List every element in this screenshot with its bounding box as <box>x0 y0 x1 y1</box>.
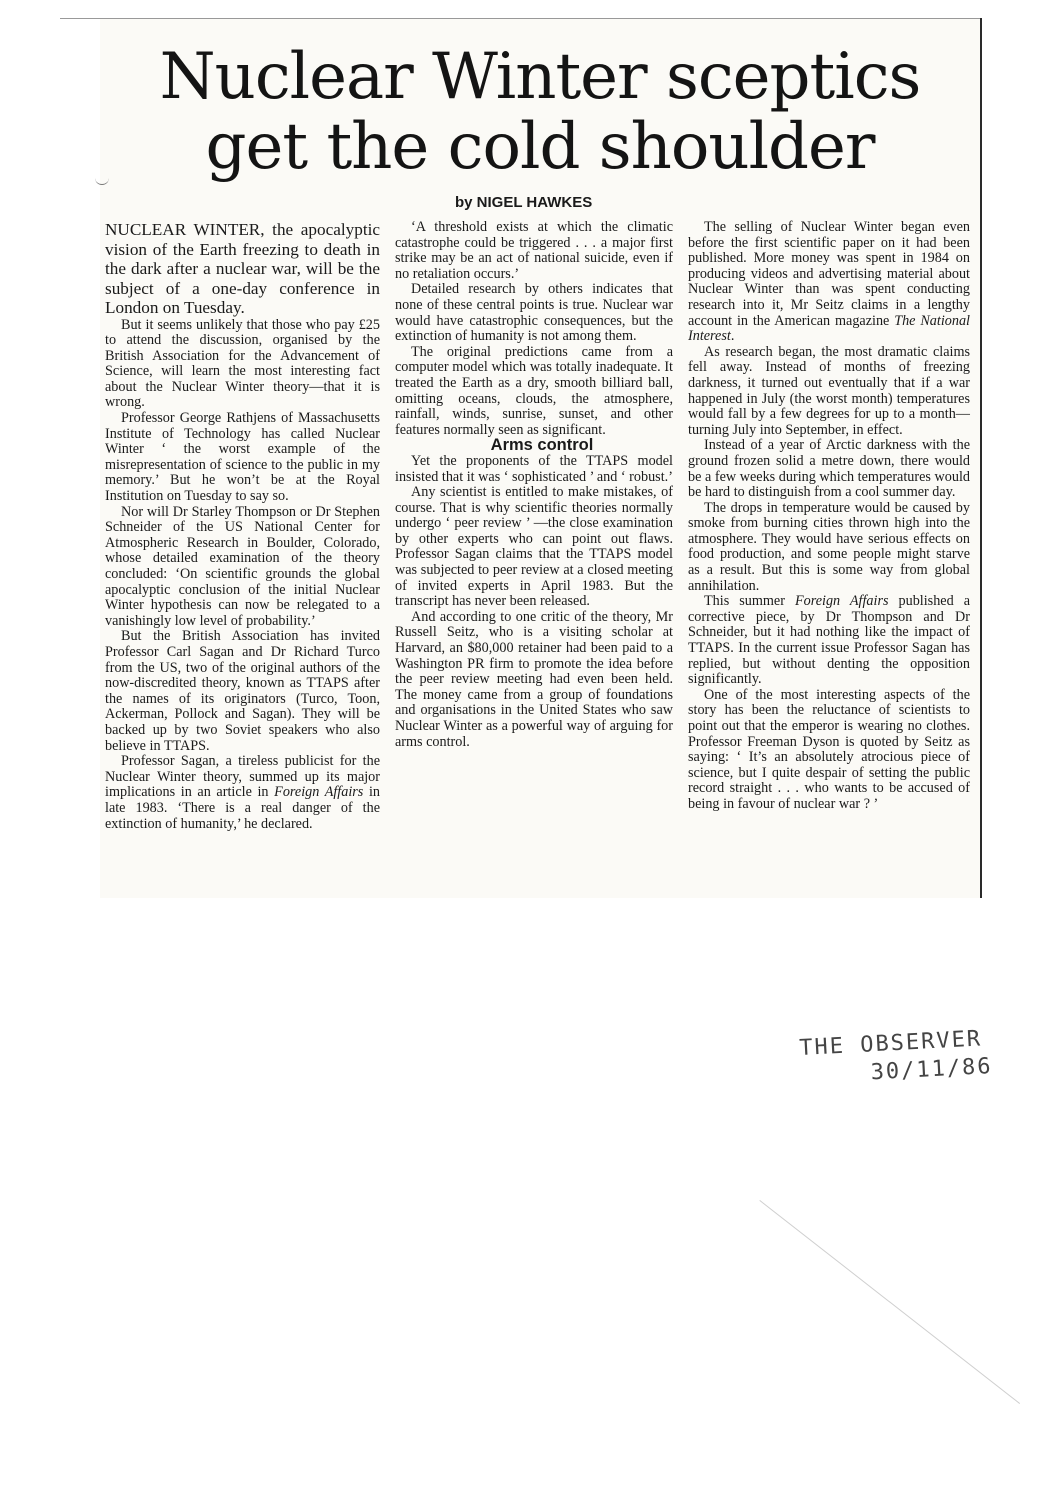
publication-name: The National Interest <box>688 312 970 345</box>
subheading: Arms control <box>490 436 594 455</box>
headline-line-2: get the cold shoulder <box>205 110 875 184</box>
margin-mark <box>95 170 109 185</box>
paragraph: But it seems unlikely that those who pay £25 to attend the discussion, organised by the British Association for the Advancement of Science, will learn the most interesting fact about the Nuclear Winter theory—that it is wrong. <box>105 316 380 411</box>
byline: by NIGEL HAWKES <box>455 194 593 211</box>
paragraph: Professor Sagan, a tireless publicist for the Nuclear Winter theory, summed up its major implications in an article in Foreign Affairs in late 1983. ‘There is a real danger of the extinction of humanity,’ he declared. <box>105 753 380 832</box>
handwritten-source: THE OBSERVER <box>798 1026 983 1062</box>
paragraph: The selling of Nuclear Winter began even before the first scientific paper on it had been published. More money was spent in 1984 on producing videos and advertising material about Nuclear Winter than was spent conducting research into it, Mr Seitz claims in a lengthy account in the American magazine The National Interest. <box>688 219 970 345</box>
paragraph: ‘A threshold exists at which the climatic catastrophe could be triggered . . . a major first strike may be an act of national suicide, even if no retaliation occurs.’ <box>395 219 673 282</box>
paragraph: But the British Association has invited Professor Carl Sagan and Dr Richard Turco from the US, two of the original authors of the now-discredited theory, known as TTAPS after the names of its originators (Turco, Toon, Ackerman, Pollock and Sagan). They will be backed up by two Soviet speakers who also believe in TTAPS. <box>105 628 380 754</box>
paragraph: One of the most interesting aspects of the story has been the reluctance of scientists to point out that the emperor is wearing no clothes. Professor Freeman Dyson is quoted by Seitz as saying: ‘ It’s an absolutely atrocious piece of science, but I quite despair of setting the public record straight . . . who wants to be accused of being in favour of nuclear war ? ’ <box>688 686 970 812</box>
column-3 <box>688 220 970 813</box>
headline-line-1: Nuclear Winter sceptics <box>159 40 921 114</box>
paragraph: Any scientist is entitled to make mistakes, of course. That is why scientific theories normally undergo ‘ peer review ’ —the close examination by other experts who can point out flaws. Professor Sagan claims that the TTAPS model was subjected to peer review at a closed meeting of invited experts in April 1983. But the transcript has never been released. <box>395 484 673 610</box>
headline <box>110 42 970 182</box>
handwritten-annotation <box>799 1025 994 1091</box>
paragraph: As research began, the most dramatic claims fell away. Instead of months of freezing darkness, it turned out eventually that if a war happened in July (the worst month) temperatures would fall by a few degrees for up to a month—turning July into September, in effect. <box>688 343 970 438</box>
paper-crease <box>759 1200 1020 1404</box>
paragraph: The original predictions came from a computer model which was totally inadequate. It treated the Earth as a dry, smooth billiard ball, omitting oceans, clouds, the atmosphere, rainfall, winds, sunrise, sunset, and other features normally seen as significant. <box>395 343 673 438</box>
paragraph: Instead of a year of Arctic darkness with the ground frozen solid a metre down, there would be a few weeks during which temperatures would be hard to distinguish from a cool summer day. <box>688 437 970 501</box>
paragraph: Nor will Dr Starley Thompson or Dr Stephen Schneider of the US National Center for Atmospheric Research in Boulder, Colorado, whose detailed examination of the theory concluded: ‘On scientific grounds the global apocalyptic conclusion of the initial Nuclear Winter hypothesis can now be relegated to a vanishingly low level of probability.’ <box>105 503 380 629</box>
column-2 <box>395 220 673 750</box>
column-1 <box>105 220 380 832</box>
paragraph: The drops in temperature would be caused by smoke from burning cities thrown high into the atmosphere. They would have serious effects on food production, and some people might starve as a result. But this is some way from global annihilation. <box>688 499 970 594</box>
paragraph: Detailed research by others indicates that none of these central points is true. Nuclear war would have catastrophic consequences, but the extinction of humanity is not among them. <box>395 281 673 345</box>
lead-paragraph: NUCLEAR WINTER, the apocalyptic vision of the Earth freezing to death in the dark after a nuclear war, will be the subject of a one-day conference in London on Tuesday. <box>105 220 380 317</box>
paragraph: And according to one critic of the theory, Mr Russell Seitz, who is a visiting scholar at Harvard, an $80,000 retainer had been paid to a Washington PR firm to promote the idea before the peer review meeting had even been held. The money came from a group of foundations and organisations in the United States who saw Nuclear Winter as a powerful way of arguing for arms control. <box>395 608 673 750</box>
paragraph: This summer Foreign Affairs published a corrective piece, by Dr Thompson and Dr Schneider, but it had nothing like the impact of TTAPS. In the current issue Professor Sagan has replied, but without denting the opposition significantly. <box>688 593 970 688</box>
paragraph: Professor George Rathjens of Massachusetts Institute of Technology has called Nuclear Winter ‘ the worst example of the misrepresentation of science to the public in my memory.’ But he won’t be at the Royal Institution on Tuesday to say so. <box>105 410 380 505</box>
handwritten-date: 30/11/86 <box>870 1053 994 1086</box>
publication-name: Foreign Affairs <box>794 593 889 610</box>
publication-name: Foreign Affairs <box>274 784 364 801</box>
clipping-edge <box>60 18 980 19</box>
paragraph: Yet the proponents of the TTAPS model insisted that it was ‘ sophisticated ’ and ‘ robust.’ <box>395 452 673 485</box>
